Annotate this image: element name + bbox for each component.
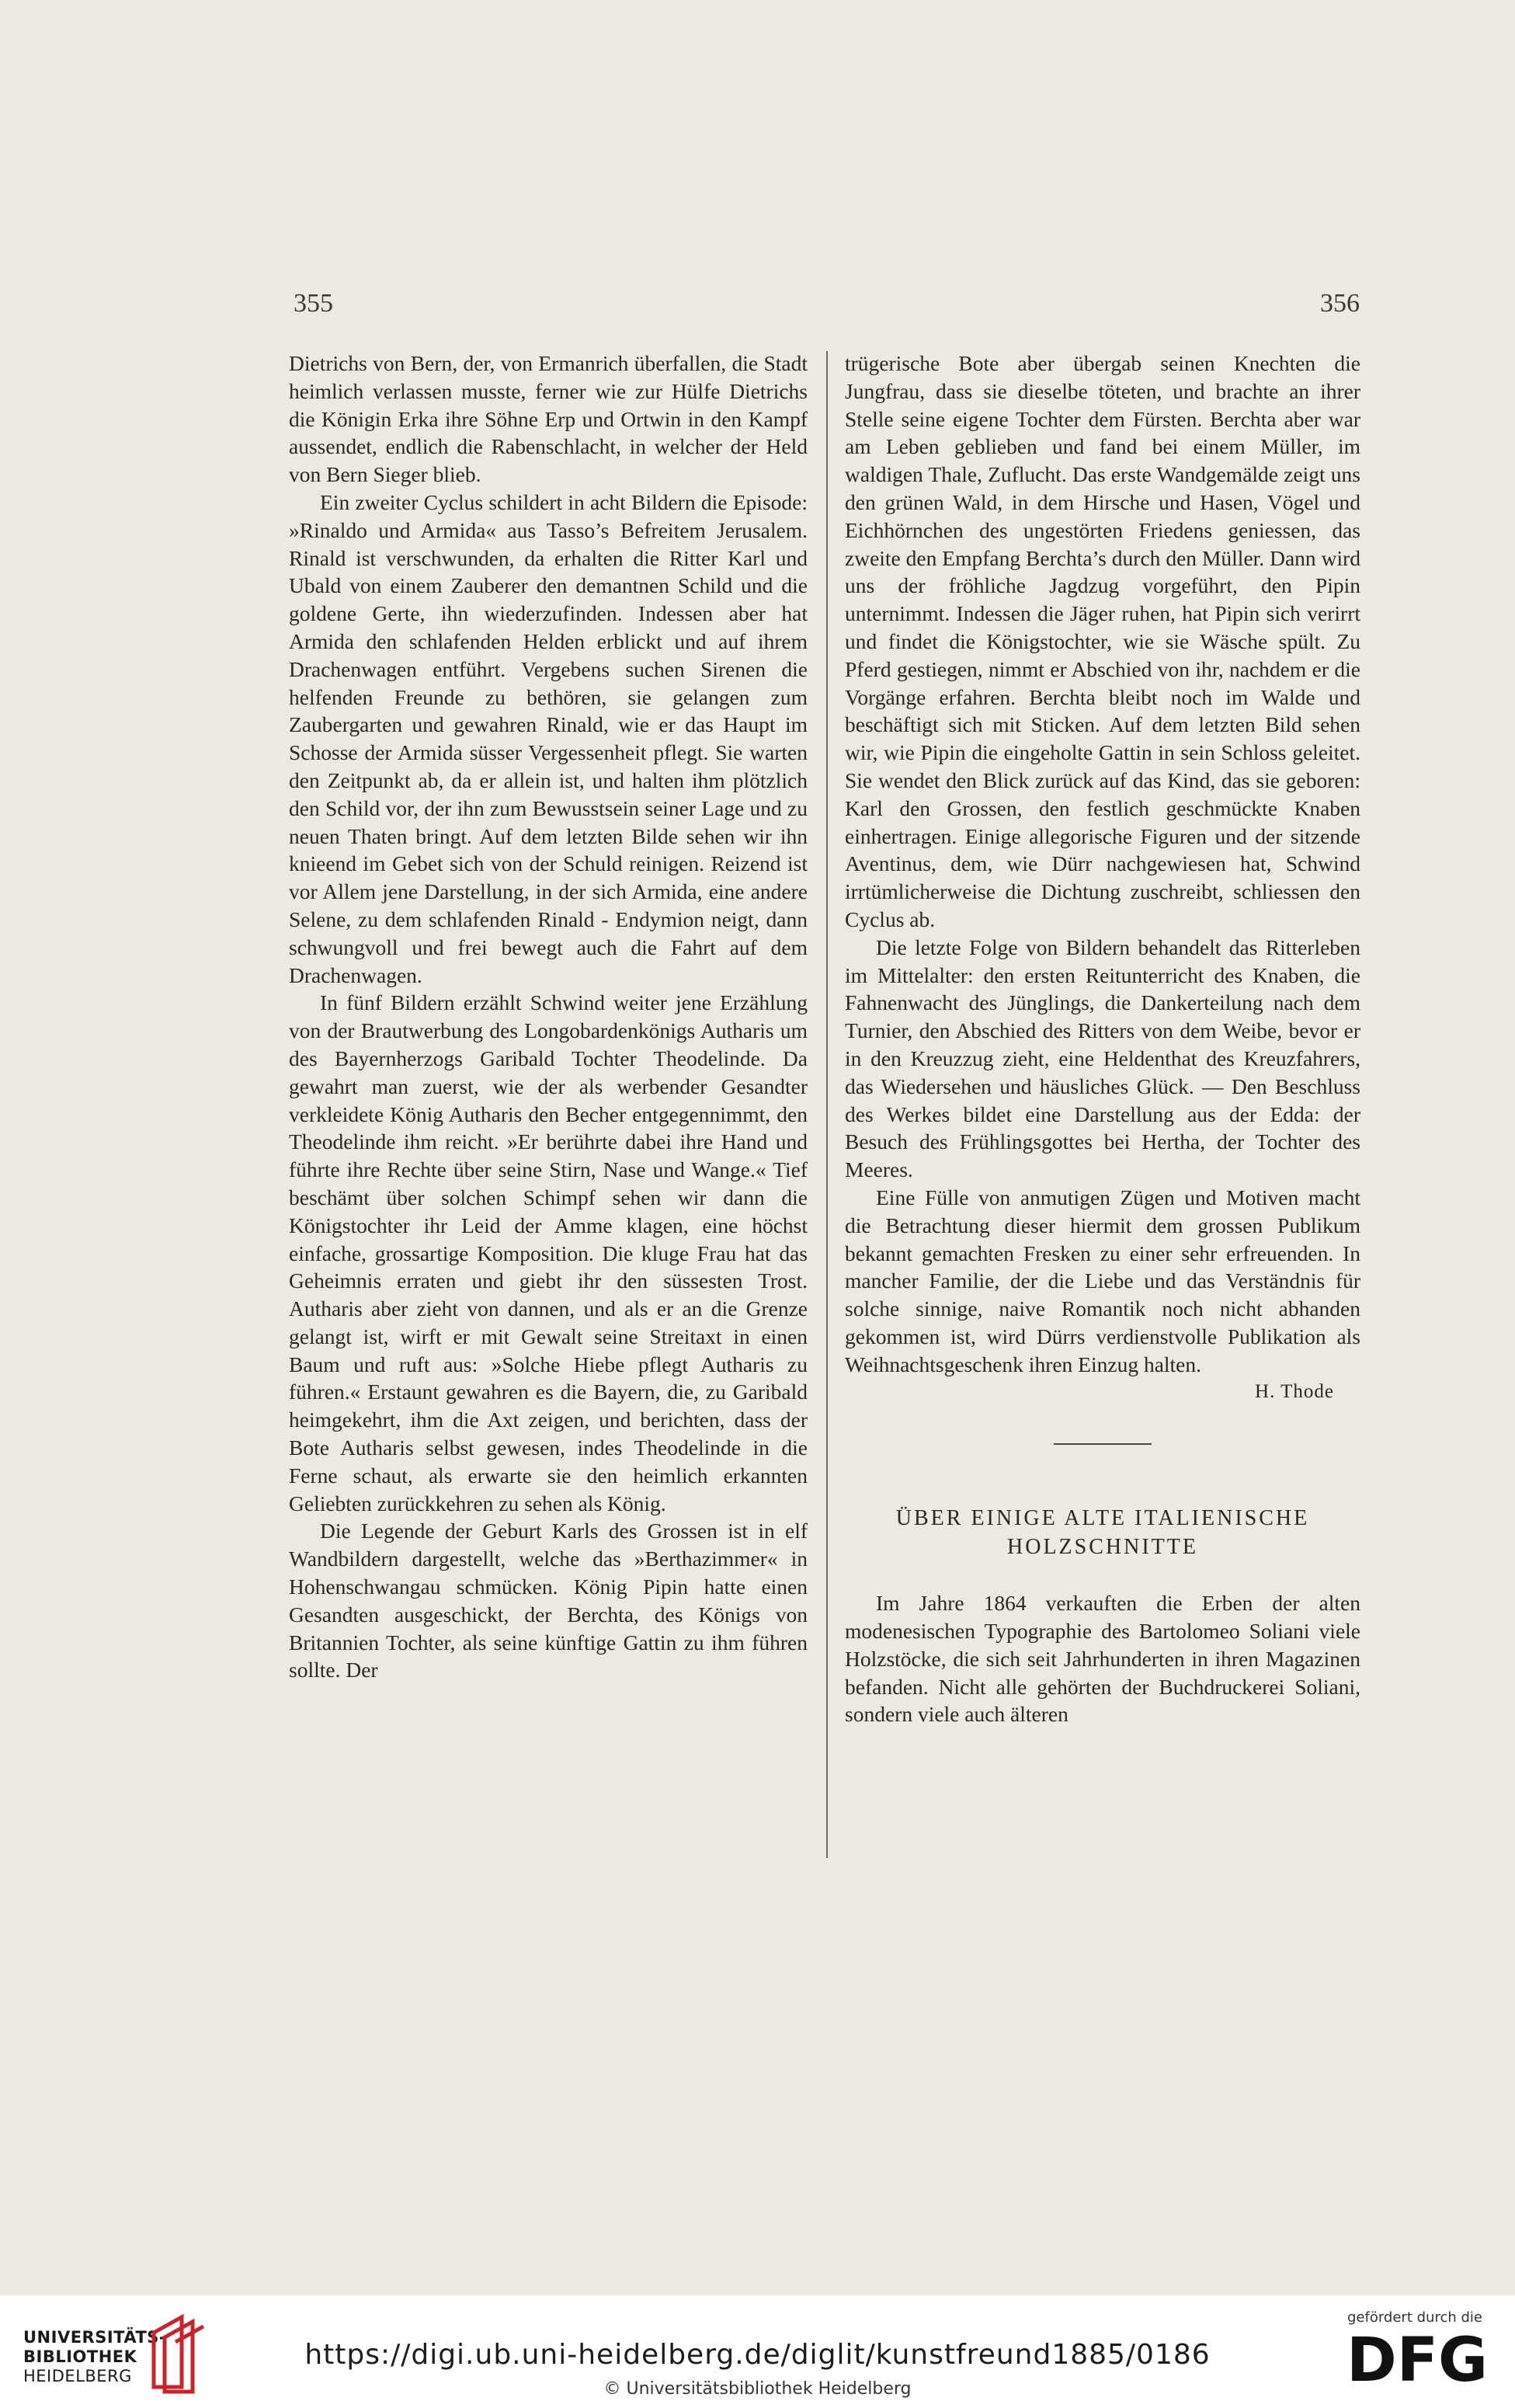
paragraph: Dietrichs von Bern, der, von Ermanrich überfallen, die Stadt heimlich verlassen musste, ferner wie zur Hülfe Dietrichs die Königin Erka ihre Söhne Erp und Ortwin in den Kampf aussendet, endlich die Rabenschlacht, in welcher der Held von Bern Sieger blieb. — [289, 351, 808, 487]
paragraph: trügerische Bote aber übergab seinen Knechten die Jungfrau, dass sie dieselbe töteten, und brachte an ihrer Stelle seine eigene Tochter dem Fürsten. Berchta aber war am Leben geblieben und fand bei einem Müller, im waldigen Thale, Zuflucht. Das erste Wandgemälde zeigt uns den grünen Wald, in dem Hirsche und Hasen, Vögel und Eichhörnchen des ungestörten Friedens geniessen, das zweite den Empfang Berchta’s durch den Müller. Dann wird uns der fröhliche Jagdzug vorgeführt, den Pipin unternimmt. Indessen die Jäger ruhen, hat Pipin sich verirrt und findet die Königstochter, wie sie Wäsche spült. Zu Pferd gestiegen, nimmt er Abschied von ihr, nachdem er die Vorgänge erfahren. Berchta bleibt noch im Walde und beschäftigt sich mit Sticken. Auf dem letzten Bild sehen wir, wie Pipin die eingeholte Gattin in sein Schloss geleitet. Sie wendet den Blick zurück auf das Kind, das sie geboren: Karl den Grossen, den festlich geschmückte Knaben einhertragen. Einige allegorische Figuren und der sitzende Aventinus, dem, wie Dürr nachgewiesen hat, Schwind irrtümlicherweise die Dichtung zuschreibt, schliessen den Cyclus ab. — [845, 351, 1360, 931]
copyright-notice: © Universitätsbibliothek Heidelberg — [603, 2379, 912, 2399]
right-text-column — [845, 350, 1360, 1728]
paragraph: Die letzte Folge von Bildern behandelt das Ritterleben im Mittelalter: den ersten Reitunterricht des Knaben, die Fahnenwacht des Jünglings, die Dankerteilung nach dem Turnier, den Abschied des Ritters von dem Weibe, bevor er in den Kreuzzug zieht, eine Heldenthat des Kreuzfahrers, das Wiedersehen und häusliches Glück. — Den Beschluss des Werkes bildet eine Darstellung aus der Edda: der Besuch des Frühlingsgottes bei Hertha, der Tochter des Meeres. — [845, 934, 1360, 1182]
author-signature: H. Thode — [1255, 1381, 1334, 1403]
svg-text:DFG: DFG — [1346, 2328, 1489, 2390]
left-text-column — [289, 350, 808, 1684]
page-number-left: 355 — [294, 289, 333, 318]
paragraph: Im Jahre 1864 verkauften die Erben der alten modenesischen Typographie des Bartolomeo Soliani viele Holzstöcke, die sich seit Jahrhunderten in ihren Magazinen befanden. Nicht alle gehörten der Buchdruckerei Soliani, sondern viele auch älteren — [845, 1591, 1360, 1727]
article-heading-line: HOLZSCHNITTE — [1007, 1535, 1198, 1560]
permalink-url[interactable]: https://digi.ub.uni-heidelberg.de/diglit/kunstfreund1885/0186 — [304, 2339, 1211, 2371]
library-name-line: UNIVERSITÄTS- — [23, 2328, 167, 2347]
library-name-line: BIBLIOTHEK — [23, 2347, 137, 2366]
paragraph: Die Legende der Geburt Karls des Grossen ist in elf Wandbildern dargestellt, welche das »Berthazimmer« in Hohenschwangau schmücken. König Pipin hatte einen Gesandten ausgeschickt, der Berchta, des Königs von Britannien Tochter, als seine künftige Gattin zu ihm führen sollte. Der — [289, 1519, 808, 1682]
page-number-right: 356 — [1320, 289, 1360, 318]
paragraph: In fünf Bildern erzählt Schwind weiter jene Erzählung von der Brautwerbung des Longobardenkönigs Autharis um des Bayernherzogs Garibald Tochter Theodelinde. Da gewahrt man zuerst, wie der als werbender Gesandter verkleidete König Autharis den Becher entgegennimmt, den Theodelinde ihm reicht. »Er berührte dabei ihre Hand und führte ihre Rechte über seine Stirn, Nase und Wange.« Tief beschämt über solchen Schimpf sehen wir dann die Königstochter ihr Leid der Amme klagen, eine höchst einfache, grossartige Komposition. Die kluge Frau hat das Geheimnis erraten und giebt ihr den süssesten Trost. Autharis aber zieht von dannen, und als er an die Grenze gelangt ist, wirft er mit Gewalt seine Streitaxt in einen Baum und ruft aus: »Solche Hiebe pflegt Autharis zu führen.« Erstaunt gewahren es die Bayern, die, zu Garibald heimgekehrt, ihm die Axt zeigen, und berichten, dass der Bote Autharis selbst gewesen, indes Theodelinde in die Ferne schaut, als erwarte sie den heimlich erkannten Geliebten zurückkehren zu sehen als König. — [289, 990, 808, 1515]
paragraph: Ein zweiter Cyclus schildert in acht Bildern die Episode: »Rinaldo und Armida« aus Tasso’s Befreitem Jerusalem. Rinald ist verschwunden, da erhalten die Ritter Karl und Ubald von einem Zauberer den demantnen Schild und die goldene Gerte, ihn wiederzufinden. Indessen aber hat Armida den schlafenden Helden erblickt und auf ihrem Drachenwagen entführt. Vergebens suchen Sirenen die helfenden Freunde zu bethören, sie gelangen zum Zaubergarten und gewahren Rinald, wie er das Haupt im Schosse der Armida süsser Vergessenheit pflegt. Sie warten den Zeitpunkt ab, da er allein ist, und halten ihm plötzlich den Schild vor, der ihn zum Bewusstsein seiner Lage und zu neuen Thaten bringt. Auf dem letzten Bilde sehen wir ihn knieend im Gebet sich von der Schuld reinigen. Reizend ist vor Allem jene Darstellung, in der sich Armida, eine andere Selene, zu dem schlafenden Rinald - Endymion neigt, dann schwungvoll und frei bewegt auch die Fahrt auf dem Drachenwagen. — [289, 489, 808, 987]
funding-note: gefördert durch die — [1347, 2309, 1482, 2326]
dfg-logo-icon — [1346, 2328, 1494, 2390]
column-divider — [826, 351, 828, 1858]
section-rule — [1054, 1443, 1152, 1445]
paragraph: Eine Fülle von anmutigen Zügen und Motiven macht die Betrachtung dieser hiermit dem grossen Publikum bekannt gemachten Fresken zu einer sehr erfreuenden. In mancher Familie, der die Liebe und das Verständnis für solche sinnige, naive Romantik noch nicht abhanden gekommen ist, wird Dürrs verdienstvolle Publikation als Weihnachtsgeschenk ihren Einzug halten. — [845, 1185, 1360, 1376]
article-heading — [845, 1504, 1360, 1561]
article-heading-line: ÜBER EINIGE ALTE ITALIENISCHE — [895, 1506, 1310, 1531]
footer-bar — [0, 2295, 1515, 2408]
library-name-line: HEIDELBERG — [23, 2367, 132, 2385]
